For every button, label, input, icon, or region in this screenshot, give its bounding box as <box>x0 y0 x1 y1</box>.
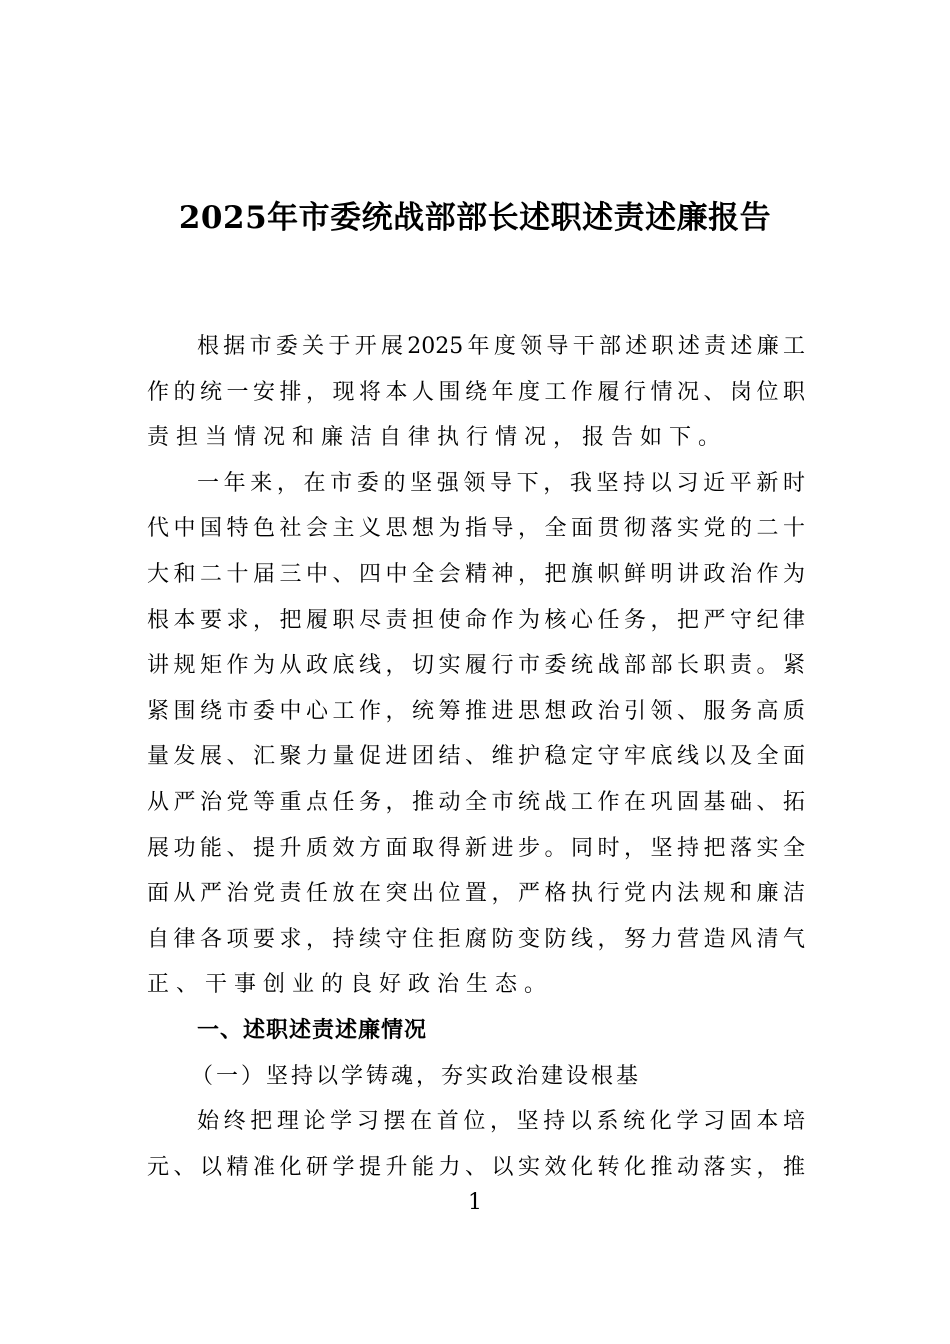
text-line: 讲规矩作为从政底线，切实履行市委统战部部长职责。紧 <box>147 653 805 679</box>
page-number: 1 <box>468 1190 482 1215</box>
subsection-heading: （一）坚持以学铸魂，夯实政治建设根基 <box>191 1063 642 1089</box>
text-line: 根本要求，把履职尽责担使命作为核心任务，把严守纪律 <box>147 607 805 633</box>
text-line: 自律各项要求，持续守住拒腐防变防线，努力营造风清气 <box>147 926 805 952</box>
text-line: 一年来，在市委的坚强领导下，我坚持以习近平新时 <box>197 470 805 496</box>
text-line: 代中国特色社会主义思想为指导，全面贯彻落实党的二十 <box>147 516 805 542</box>
text-line: 展功能、提升质效方面取得新进步。同时，坚持把落实全 <box>147 835 805 861</box>
text-line: 元、以精准化研学提升能力、以实效化转化推动落实，推 <box>147 1154 805 1180</box>
document-body <box>147 324 805 1190</box>
text-line: 面从严治党责任放在突出位置，严格执行党内法规和廉洁 <box>147 881 805 907</box>
paragraph-summary <box>147 461 805 1008</box>
text-line: 紧围绕市委中心工作，统筹推进思想政治引领、服务高质 <box>147 698 805 724</box>
document-title: 2025年市委统战部部长述职述责述廉报告 <box>178 200 772 236</box>
text-line: 正、干事创业的良好政治生态。 <box>147 972 554 998</box>
text-line: 量发展、汇聚力量促进团结、维护稳定守牢底线以及全面 <box>147 744 805 770</box>
text-line: 作的统一安排，现将本人围绕年度工作履行情况、岗位职 <box>147 379 805 405</box>
text-line: 责担当情况和廉洁自律执行情况，报告如下。 <box>147 425 728 451</box>
text-line: 从严治党等重点任务，推动全市统战工作在巩固基础、拓 <box>147 789 805 815</box>
text-line: 始终把理论学习摆在首位，坚持以系统化学习固本培 <box>197 1109 805 1135</box>
section-heading: 一、述职述责述廉情况 <box>197 1017 428 1043</box>
text-line: 根据市委关于开展2025年度领导干部述职述责述廉工 <box>197 334 805 359</box>
paragraph-intro <box>147 324 805 461</box>
text-line: 大和二十届三中、四中全会精神，把旗帜鲜明讲政治作为 <box>147 561 805 587</box>
paragraph-study <box>147 1099 805 1190</box>
